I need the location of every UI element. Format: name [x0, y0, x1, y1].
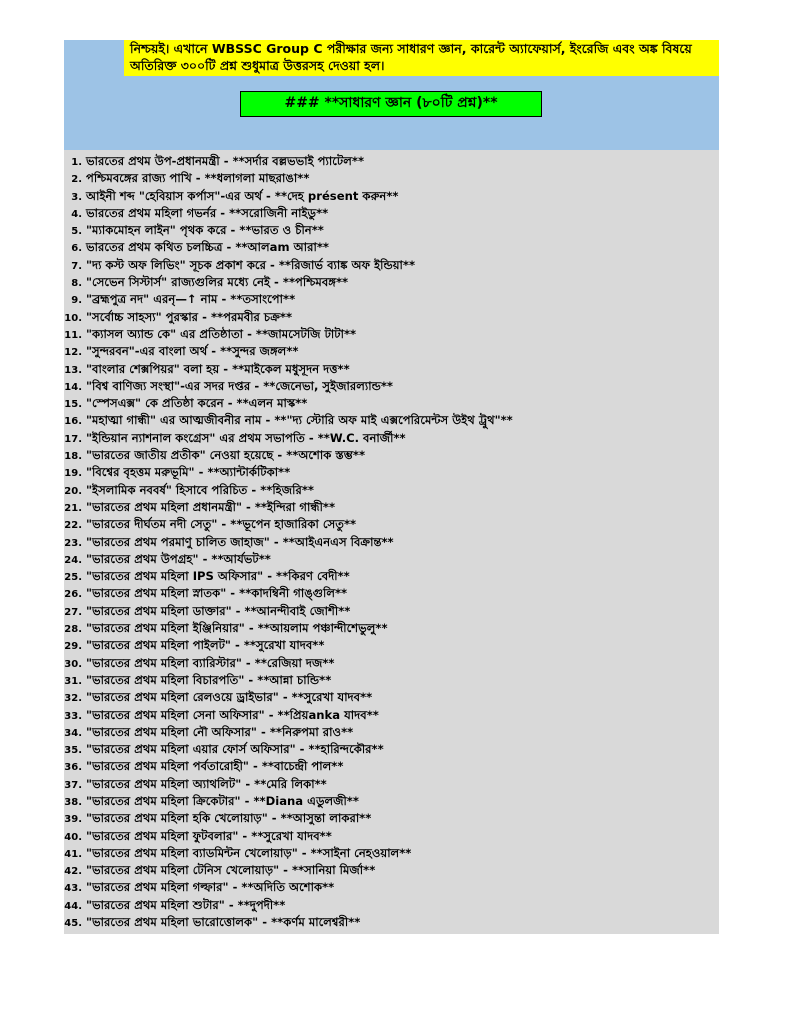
question-answer-text: "বিশ্বের বৃহত্তম মরুভূমি" - **অ্যান্টার্কটিকা**	[86, 465, 291, 480]
question-answer-text: "ভারতের প্রথম মহিলা IPS অফিসার" - **কিরণ বেদী**	[86, 569, 350, 584]
list-item	[64, 153, 719, 170]
question-answer-text: "ভারতের প্রথম মহিলা ইঞ্জিনিয়ার" - **আয়লাম পঞ্চান্দীশেভুলু**	[86, 621, 388, 636]
question-answer-text: "ভারতের প্রথম মহিলা শুটার" - **দুপদী**	[86, 897, 286, 912]
item-number: 8.	[71, 278, 82, 290]
question-answer-text: "ভারতের প্রথম মহিলা টেনিস খেলোয়াড়" - **সানিয়া মির্জা**	[86, 863, 376, 878]
list-item	[64, 188, 719, 205]
item-number: 3.	[71, 191, 82, 203]
item-number: 26.	[64, 589, 82, 601]
item-number: 43.	[64, 883, 82, 895]
list-item	[64, 170, 719, 187]
question-answer-text: "ভারতের প্রথম মহিলা গল্ফার" - **অদিতি অশোক**	[86, 880, 335, 895]
question-answer-text: "ভারতের প্রথম পরমাণু চালিত জাহাজ" - **আইএনএস বিক্রান্ত**	[86, 534, 394, 549]
item-number: 32.	[64, 693, 82, 705]
section-heading: ### **সাধারণ জ্ঞান (৮০টি প্রশ্ন)**	[240, 91, 542, 117]
question-answer-text: ভারতের প্রথম উপ-প্রধানমন্ত্রী - **সর্দার বল্লভভাই প্যাটেল**	[86, 154, 365, 168]
item-number: 16.	[64, 416, 82, 428]
item-number: 9.	[71, 295, 82, 307]
question-answer-text: "ব্রহ্মপুত্র নদ" এরনৃ—↑ নাম - **তসাংপো**	[86, 292, 296, 307]
question-answer-text: "ভারতের প্রথম মহিলা ব্যাডমিন্টন খেলোয়াড়" - **সাইনা নেহওয়াল**	[86, 845, 412, 860]
list-item	[64, 879, 719, 896]
question-answer-text: "মহাত্মা গান্ধী" এর আত্মজীবনীর নাম - **"দ্য স্টোরি অফ মাই এক্সপেরিমেন্টস উইথ ট্রুথ"**	[86, 413, 513, 428]
list-item	[64, 672, 719, 689]
list-item	[64, 239, 719, 256]
item-number: 4.	[71, 208, 82, 220]
item-number: 45.	[64, 918, 82, 930]
list-item	[64, 914, 719, 931]
list-item	[64, 482, 719, 499]
list-item	[64, 724, 719, 741]
list-item	[64, 776, 719, 793]
item-number: 33.	[64, 710, 82, 722]
list-item	[64, 810, 719, 827]
question-answer-text: "সর্বোচ্চ সাহস্য" পুরস্কার - **পরমবীর চক্র**	[86, 309, 293, 324]
item-number: 20.	[64, 485, 82, 497]
list-item	[64, 620, 719, 637]
item-number: 17.	[64, 433, 82, 445]
list-item	[64, 637, 719, 654]
list-item	[64, 585, 719, 602]
item-number: 38.	[64, 796, 82, 808]
question-list-area	[64, 150, 719, 934]
item-number: 12.	[64, 347, 82, 359]
list-item	[64, 291, 719, 308]
question-answer-text: "ভারতের প্রথম মহিলা ভারোত্তোলক" - **কর্ণম মালেশ্বরী**	[86, 915, 361, 930]
item-number: 44.	[64, 900, 82, 912]
question-answer-text: "ভারতের প্রথম মহিলা ব্যারিস্টার" - **রেজিয়া দজ**	[86, 655, 335, 670]
list-item	[64, 395, 719, 412]
list-item	[64, 222, 719, 239]
question-answer-text: "ভারতের প্রথম মহিলা নৌ অফিসার" - **নিরুপমা রাও**	[86, 724, 354, 739]
question-answer-text: "বিশ্ব বাণিজ্য সংস্থা"-এর সদর দপ্তর - **জেনেভা, সুইজারল্যান্ড**	[86, 378, 393, 393]
item-number: 10.	[64, 312, 82, 324]
item-number: 1.	[71, 157, 82, 168]
list-item	[64, 758, 719, 775]
question-answer-text: "স্পেসএক্স" কে প্রতিষ্ঠা করেন - **এলন মাস্ক**	[86, 396, 308, 411]
item-number: 2.	[71, 174, 82, 186]
item-number: 41.	[64, 848, 82, 860]
question-answer-text: "ভারতের প্রথম মহিলা পাইলট" - **সুরেখা যাদব**	[86, 638, 325, 653]
list-item	[64, 516, 719, 533]
item-number: 40.	[64, 831, 82, 843]
item-number: 31.	[64, 675, 82, 687]
question-answer-text: "ভারতের প্রথম মহিলা এয়ার ফোর্স অফিসার" - **হারিন্দকৌর**	[86, 742, 384, 757]
list-item	[64, 412, 719, 429]
item-number: 28.	[64, 624, 82, 636]
item-number: 21.	[64, 502, 82, 514]
item-number: 7.	[71, 260, 82, 272]
list-item	[64, 205, 719, 222]
question-answer-text: ভারতের প্রথম কথিত চলচ্চিত্র - **আলam আরা**	[86, 240, 329, 255]
item-number: 34.	[64, 727, 82, 739]
question-answer-text: "ভারতের প্রথম মহিলা ডাক্তার" - **আনন্দীবাই জোশী**	[86, 603, 351, 618]
question-answer-text: "ভারতের প্রথম মহিলা বিচারপতি" - **আন্না চান্ডি**	[86, 672, 332, 687]
question-answer-text: "ভারতের প্রথম মহিলা প্রধানমন্ত্রী" - **ইন্দিরা গান্ধী**	[86, 499, 336, 514]
item-number: 25.	[64, 572, 82, 584]
question-answer-text: "ভারতের প্রথম মহিলা সেনা অফিসার" - **প্রিয়anka যাদব**	[86, 707, 379, 722]
item-number: 13.	[64, 364, 82, 376]
question-answer-text: "ইসলামিক নববর্ষ" হিসাবে পরিচিত - **হিজরি**	[86, 482, 314, 497]
list-item	[64, 793, 719, 810]
item-number: 27.	[64, 606, 82, 618]
question-answer-text: "ইন্ডিয়ান ন্যাশনাল কংগ্রেস" এর প্রথম সভাপতি - **W.C. বনার্জী**	[86, 430, 406, 445]
list-item	[64, 257, 719, 274]
list-item	[64, 655, 719, 672]
list-item	[64, 326, 719, 343]
question-answer-text: "ভারতের দীর্ঘতম নদী সেতু" - **ভূপেন হাজারিকা সেতু**	[86, 517, 357, 532]
question-answer-text: "ভারতের প্রথম মহিলা পর্বতারোহী" - **বাচেন্দ্রী পাল**	[86, 759, 344, 774]
item-number: 39.	[64, 814, 82, 826]
question-answer-text: "ভারতের প্রথম মহিলা স্নাতক" - **কাদম্বিনী গাঙ্গুলি**	[86, 586, 348, 601]
question-answer-text: "ভারতের প্রথম উপগ্রহ" - **আর্যভট**	[86, 551, 271, 566]
intro-banner: নিশ্চয়ই। এখানে WBSSC Group C পরীক্ষার জন্য সাধারণ জ্ঞান, কারেন্ট অ্যাফেয়ার্স, ইংরেজি এবং অঙ্ক বিষয়ে অতিরিক্ত ৩০০টি প্রশ্ন শুধুমাত্র উত্তরসহ দেওয়া হল।	[124, 40, 719, 76]
item-number: 6.	[71, 243, 82, 255]
list-item	[64, 343, 719, 360]
question-answer-text: "ভারতের প্রথম মহিলা ক্রিকেটার" - **Diana এডুলজী**	[86, 793, 359, 808]
question-list	[64, 150, 719, 931]
list-item	[64, 828, 719, 845]
list-item	[64, 464, 719, 481]
item-number: 22.	[64, 520, 82, 532]
question-answer-text: "ভারতের প্রথম মহিলা হকি খেলোয়াড়" - **আসুন্তা লাকরা**	[86, 811, 372, 826]
list-item	[64, 499, 719, 516]
item-number: 15.	[64, 399, 82, 411]
question-answer-text: ভারতের প্রথম মহিলা গভর্নর - **সরোজিনী নাইডু**	[86, 205, 329, 220]
item-number: 18.	[64, 451, 82, 463]
list-item	[64, 689, 719, 706]
list-item	[64, 534, 719, 551]
list-item	[64, 603, 719, 620]
question-answer-text: পশ্চিমবঙ্গের রাজ্য পাখি - **ধলাগলা মাছরাঙা**	[86, 171, 310, 186]
list-item	[64, 845, 719, 862]
question-answer-text: "ভারতের জাতীয় প্রতীক" নেওয়া হয়েছে - **অশোক স্তম্ভ**	[86, 448, 366, 463]
item-number: 19.	[64, 468, 82, 480]
question-answer-text: আইনী শব্দ "হেবিয়াস কর্পাস"-এর অর্থ - **দেহ présent করুন**	[86, 188, 399, 203]
list-item	[64, 741, 719, 758]
item-number: 24.	[64, 554, 82, 566]
list-item	[64, 568, 719, 585]
list-item	[64, 309, 719, 326]
item-number: 23.	[64, 537, 82, 549]
list-item	[64, 378, 719, 395]
list-item	[64, 430, 719, 447]
list-item	[64, 551, 719, 568]
item-number: 36.	[64, 762, 82, 774]
item-number: 29.	[64, 641, 82, 653]
item-number: 42.	[64, 866, 82, 878]
question-answer-text: "বাংলার শেক্সপিয়র" বলা হয় - **মাইকেল মধুসূদন দত্ত**	[86, 361, 350, 376]
list-item	[64, 274, 719, 291]
item-number: 35.	[64, 745, 82, 757]
item-number: 11.	[64, 329, 82, 341]
list-item	[64, 447, 719, 464]
question-answer-text: "ম্যাকমোহন লাইন" পৃথক করে - **ভারত ও চীন**	[86, 223, 324, 238]
list-item	[64, 862, 719, 879]
list-item	[64, 707, 719, 724]
item-number: 14.	[64, 381, 82, 393]
question-answer-text: "ভারতের প্রথম মহিলা রেলওয়ে ড্রাইভার" - **সুরেখা যাদব**	[86, 690, 373, 705]
question-answer-text: "ভারতের প্রথম মহিলা অ্যাথলিট" - **মেরি লিকা**	[86, 776, 327, 791]
question-answer-text: "সেভেন সিস্টার্স" রাজ্যগুলির মধ্যে নেই - **পশ্চিমবঙ্গ**	[86, 275, 349, 290]
question-answer-text: "সুন্দরবন"-এর বাংলা অর্থ - **সুন্দর জঙ্গল**	[86, 344, 299, 359]
item-number: 30.	[64, 658, 82, 670]
question-answer-text: "ক্যাসল অ্যান্ড কে" এর প্রতিষ্ঠাতা - **জামসেটজি টাটা**	[86, 326, 357, 341]
question-answer-text: "ভারতের প্রথম মহিলা ফুটবলার" - **সুরেখা যাদব**	[86, 828, 332, 843]
list-item	[64, 897, 719, 914]
item-number: 37.	[64, 779, 82, 791]
question-answer-text: "দ্য কস্ট অফ লিভিং" সূচক প্রকাশ করে - **রিজার্ভ ব্যাঙ্ক অফ ইন্ডিয়া**	[86, 257, 416, 272]
list-item	[64, 361, 719, 378]
item-number: 5.	[71, 226, 82, 238]
